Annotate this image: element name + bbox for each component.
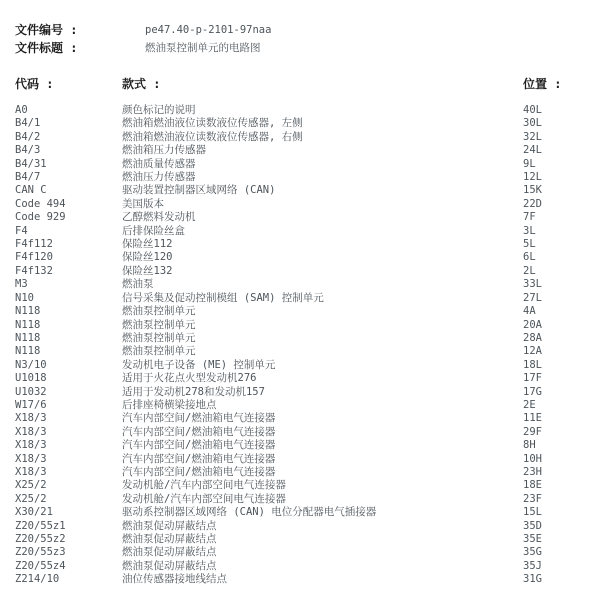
row-style: 美国版本 [122, 197, 164, 210]
column-header-style: 款式 : [122, 77, 161, 91]
row-position: 30L [523, 117, 542, 130]
row-position: 10H [523, 452, 542, 465]
row-code: X18/3 [15, 452, 47, 465]
row-code: N118 [15, 345, 41, 358]
row-code: B4/31 [15, 157, 47, 170]
table-row [15, 198, 595, 211]
table-row [15, 453, 595, 466]
table-row [15, 171, 595, 184]
row-position: 3L [523, 224, 536, 237]
row-code: X18/3 [15, 425, 47, 438]
row-code: CAN C [15, 184, 47, 197]
row-position: 20A [523, 318, 542, 331]
row-position: 23H [523, 465, 542, 478]
row-code: Code 494 [15, 197, 66, 210]
row-style: 汽车内部空间/燃油箱电气连接器 [122, 425, 276, 438]
row-style: 燃油压力传感器 [122, 171, 196, 184]
row-code: X30/21 [15, 506, 53, 519]
table-row [15, 332, 595, 345]
row-style: 燃油泵控制单元 [122, 345, 196, 358]
row-code: Z20/55z3 [15, 546, 66, 559]
table-row [15, 278, 595, 291]
row-style: 信号采集及促动控制模组 (SAM) 控制单元 [122, 291, 324, 304]
table-row [15, 372, 595, 385]
table-row [15, 345, 595, 358]
row-position: 15K [523, 184, 542, 197]
row-code: N10 [15, 291, 34, 304]
table-row [15, 466, 595, 479]
table-header-row [15, 76, 595, 92]
table-row [15, 439, 595, 452]
row-style: 燃油泵促动屏蔽结点 [122, 533, 217, 545]
row-style: 汽车内部空间/燃油箱电气连接器 [122, 465, 276, 478]
row-position: 35D [523, 519, 542, 532]
row-code: Code 929 [15, 211, 66, 224]
row-code: Z214/10 [15, 573, 60, 586]
table-row [15, 225, 595, 238]
row-code: B4/7 [15, 171, 41, 184]
row-code: N118 [15, 318, 41, 331]
row-code: F4f112 [15, 238, 53, 251]
table-row [15, 412, 595, 425]
doc-title-label: 文件标题 : [15, 41, 78, 55]
doc-number-value: pe47.40-p-2101-97naa [145, 24, 272, 36]
row-position: 15L [523, 506, 542, 519]
row-code: B4/2 [15, 130, 41, 143]
table-row [15, 211, 595, 224]
document-meta [15, 21, 595, 57]
row-style: 燃油泵控制单元 [122, 318, 196, 331]
row-style: 燃油泵控制单元 [122, 331, 196, 344]
row-position: 12A [523, 345, 542, 358]
table-row [15, 426, 595, 439]
table-row [15, 305, 595, 318]
row-code: Z20/55z4 [15, 559, 66, 572]
row-style: 适用于发动机278和发动机157 [122, 385, 265, 398]
row-position: 12L [523, 171, 542, 184]
doc-number-row [15, 21, 595, 39]
row-code: X18/3 [15, 465, 47, 478]
table-row [15, 520, 595, 533]
row-position: 2E [523, 398, 536, 411]
column-header-code: 代码 : [15, 77, 54, 91]
row-position: 18E [523, 479, 542, 492]
table-row [15, 573, 595, 586]
row-position: 35E [523, 533, 542, 545]
table-row [15, 506, 595, 519]
row-style: 燃油箱燃油液位读数液位传感器, 右侧 [122, 130, 303, 143]
row-position: 4A [523, 305, 536, 318]
row-code: U1018 [15, 372, 47, 385]
row-position: 40L [523, 104, 542, 116]
table-body [15, 104, 595, 587]
table-row [15, 479, 595, 492]
legend-table [15, 76, 595, 587]
row-style: 燃油质量传感器 [122, 157, 196, 170]
row-style: 发动机电子设备 (ME) 控制单元 [122, 358, 276, 371]
row-position: 33L [523, 278, 542, 291]
row-position: 8H [523, 439, 536, 452]
row-position: 11E [523, 412, 542, 425]
row-style: 保险丝112 [122, 238, 173, 251]
row-position: 6L [523, 251, 536, 264]
table-row [15, 560, 595, 573]
column-header-position: 位置 : [523, 77, 562, 91]
row-style: 乙醇燃料发动机 [122, 211, 196, 224]
row-position: 18L [523, 358, 542, 371]
row-style: 燃油泵控制单元 [122, 305, 196, 318]
row-code: X18/3 [15, 412, 47, 425]
row-code: N3/10 [15, 358, 47, 371]
doc-title-value: 燃油泵控制单元的电路图 [145, 42, 261, 54]
row-code: Z20/55z1 [15, 519, 66, 532]
table-row [15, 292, 595, 305]
row-style: 保险丝120 [122, 251, 173, 264]
table-row [15, 265, 595, 278]
row-position: 17G [523, 385, 542, 398]
row-position: 22D [523, 197, 542, 210]
row-code: X18/3 [15, 439, 47, 452]
row-position: 2L [523, 264, 536, 277]
row-position: 28A [523, 331, 542, 344]
row-position: 7F [523, 211, 536, 224]
row-style: 汽车内部空间/燃油箱电气连接器 [122, 452, 276, 465]
row-style: 燃油箱压力传感器 [122, 144, 206, 157]
row-style: 汽车内部空间/燃油箱电气连接器 [122, 439, 276, 452]
row-style: 驱动系控制器区域网络 (CAN) 电位分配器电气插接器 [122, 506, 377, 519]
row-style: 燃油泵促动屏蔽结点 [122, 546, 217, 559]
row-code: F4 [15, 224, 28, 237]
table-row [15, 131, 595, 144]
row-position: 32L [523, 130, 542, 143]
table-row [15, 493, 595, 506]
row-style: 汽车内部空间/燃油箱电气连接器 [122, 412, 276, 425]
table-row [15, 251, 595, 264]
row-style: 发动机舱/汽车内部空间电气连接器 [122, 479, 286, 492]
row-style: 燃油泵促动屏蔽结点 [122, 559, 217, 572]
row-code: X25/2 [15, 479, 47, 492]
row-position: 35G [523, 546, 542, 559]
table-row [15, 319, 595, 332]
table-row [15, 184, 595, 197]
row-style: 保险丝132 [122, 264, 173, 277]
row-style: 后排座椅横梁接地点 [122, 398, 217, 411]
row-code: N118 [15, 331, 41, 344]
table-row [15, 238, 595, 251]
row-style: 驱动装置控制器区域网络 (CAN) [122, 184, 276, 197]
row-position: 23F [523, 492, 542, 505]
row-style: 燃油箱燃油液位读数液位传感器, 左侧 [122, 117, 303, 130]
row-code: X25/2 [15, 492, 47, 505]
doc-number-label: 文件编号 : [15, 23, 78, 37]
table-row [15, 359, 595, 372]
row-code: W17/6 [15, 398, 47, 411]
row-position: 27L [523, 291, 542, 304]
table-row [15, 533, 595, 546]
row-style: 适用于火花点火型发动机276 [122, 372, 257, 385]
table-row [15, 546, 595, 559]
table-row [15, 144, 595, 157]
row-code: F4f132 [15, 264, 53, 277]
row-position: 35J [523, 559, 542, 572]
table-row [15, 158, 595, 171]
row-style: 燃油泵促动屏蔽结点 [122, 519, 217, 532]
row-style: 发动机舱/汽车内部空间电气连接器 [122, 492, 286, 505]
row-code: N118 [15, 305, 41, 318]
table-row [15, 386, 595, 399]
row-position: 31G [523, 573, 542, 586]
row-position: 17F [523, 372, 542, 385]
row-position: 9L [523, 157, 536, 170]
row-code: M3 [15, 278, 28, 291]
row-position: 5L [523, 238, 536, 251]
row-style: 颜色标记的说明 [122, 104, 196, 116]
row-position: 29F [523, 425, 542, 438]
row-code: B4/1 [15, 117, 41, 130]
row-style: 后排保险丝盒 [122, 224, 185, 237]
table-row [15, 117, 595, 130]
row-code: B4/3 [15, 144, 41, 157]
row-code: Z20/55z2 [15, 533, 66, 545]
row-code: F4f120 [15, 251, 53, 264]
row-code: A0 [15, 104, 28, 116]
row-position: 24L [523, 144, 542, 157]
row-style: 油位传感器接地线结点 [122, 573, 227, 586]
table-row [15, 399, 595, 412]
doc-title-row [15, 39, 595, 57]
row-code: U1032 [15, 385, 47, 398]
table-row [15, 104, 595, 117]
row-style: 燃油泵 [122, 278, 154, 291]
